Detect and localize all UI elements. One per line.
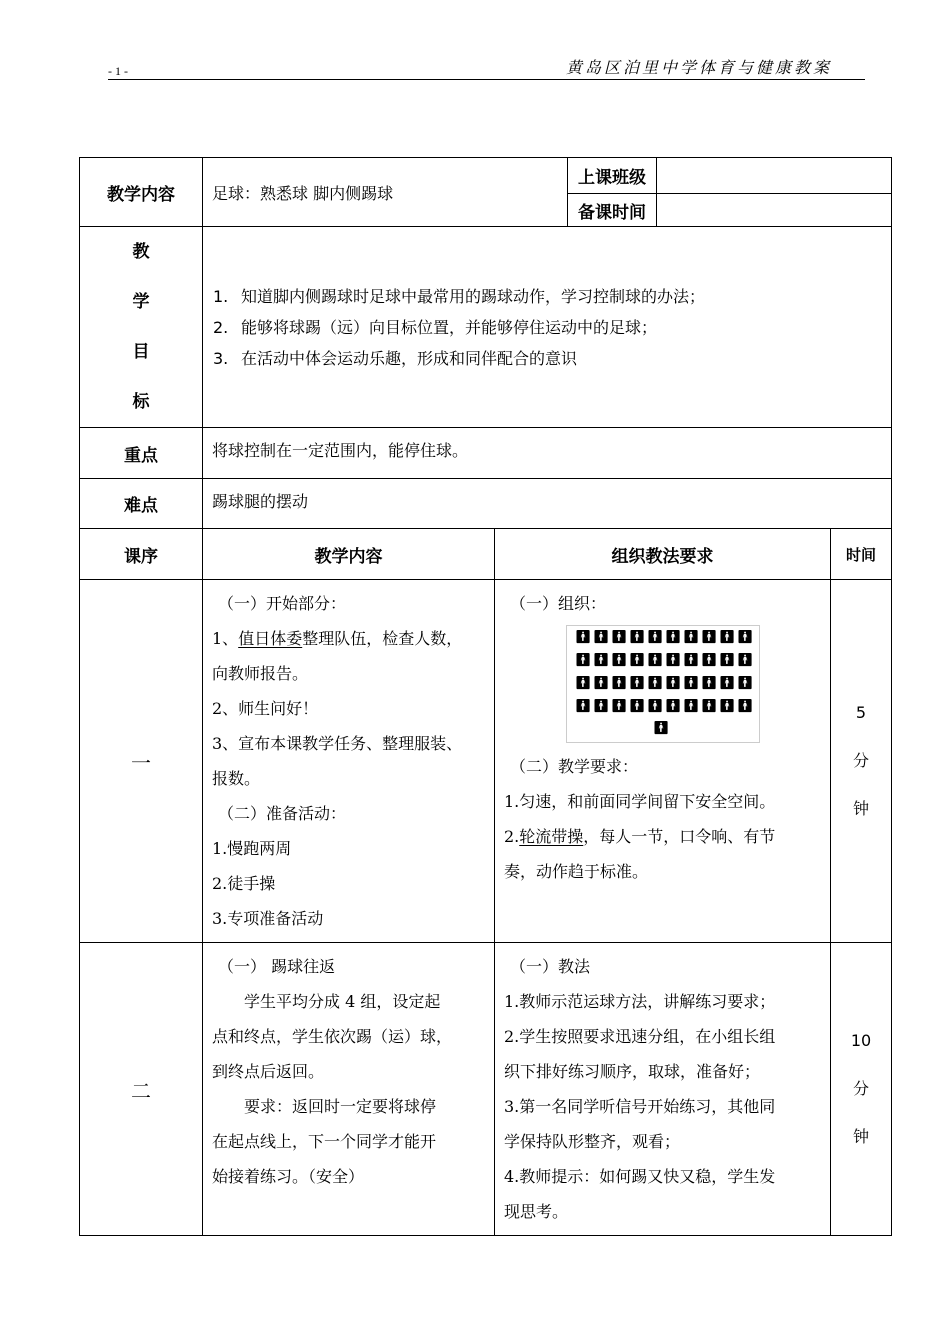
class-value: [657, 158, 892, 194]
part2-org-heading: （一）教法: [510, 957, 591, 976]
part1-prep-item: 1.慢跑两周: [212, 839, 292, 858]
part2-method: 3.第一名同学听信号开始练习，其他同: [504, 1097, 776, 1116]
formation-diagram: [566, 625, 760, 743]
student-figure-icon: 🚹︎: [719, 676, 736, 691]
student-figure-icon: 🚹︎: [683, 699, 700, 714]
objectives-label-char: 标: [132, 392, 150, 412]
part2-method-cont: 学保持队形整齐，观看；: [504, 1132, 681, 1151]
part1-item: 1、值日体委整理队伍，检查人数，: [212, 629, 463, 648]
teacher-figure-icon: 🚹︎: [653, 721, 670, 736]
part2-method: 4.教师提示：如何踢又快又稳，学生发: [504, 1167, 776, 1186]
part2-time-value: 10: [850, 1031, 872, 1050]
student-figure-icon: 🚹︎: [629, 699, 646, 714]
column-header-content: 教学内容: [203, 529, 495, 580]
key-point-label: 重点: [80, 428, 203, 479]
student-figure-icon: 🚹︎: [737, 676, 754, 691]
header-rule: [108, 79, 865, 80]
prep-time-value: [657, 194, 892, 227]
part2-time-unit: 钟: [852, 1127, 869, 1146]
part2-method-cont: 织下排好练习顺序，取球，准备好；: [504, 1062, 761, 1081]
formation-row: [567, 627, 759, 649]
student-figure-icon: 🚹︎: [647, 676, 664, 691]
student-figure-icon: 🚹︎: [593, 699, 610, 714]
student-figure-icon: 🚹︎: [647, 699, 664, 714]
part1-item: 2、师生问好！: [212, 699, 319, 718]
content-value: 足球：熟悉球 脚内侧踢球: [203, 158, 568, 227]
part1-requirement: 1.匀速，和前面同学间留下安全空间。: [504, 792, 776, 811]
student-figure-icon: 🚹︎: [575, 630, 592, 645]
student-figure-icon: 🚹︎: [683, 630, 700, 645]
part2-paragraph-cont: 在起点线上，下一个同学才能开: [212, 1132, 437, 1151]
part2-content: [203, 943, 495, 1236]
student-figure-icon: 🚹︎: [701, 630, 718, 645]
objectives-label: [80, 227, 203, 428]
objectives-label-char: 目: [132, 342, 150, 362]
class-label: 上课班级: [568, 158, 657, 194]
student-figure-icon: 🚹︎: [629, 653, 646, 668]
part1-prep-item: 2.徒手操: [212, 874, 276, 893]
student-figure-icon: 🚹︎: [737, 630, 754, 645]
part1-time: [831, 580, 892, 943]
part2-sub-heading: （一） 踢球往返: [218, 957, 336, 976]
part1-time-value: 5: [855, 703, 867, 722]
student-figure-icon: 🚹︎: [701, 676, 718, 691]
column-header-time: 时间: [831, 529, 892, 580]
part2-method: 1.教师示范运球方法，讲解练习要求；: [504, 992, 776, 1011]
part2-organization: [495, 943, 831, 1236]
student-figure-icon: 🚹︎: [719, 699, 736, 714]
part1-org-heading: （二）教学要求：: [510, 757, 639, 776]
student-figure-icon: 🚹︎: [629, 676, 646, 691]
formation-row: [567, 696, 759, 718]
key-point-text: 将球控制在一定范围内，能停住球。: [203, 428, 892, 479]
student-figure-icon: 🚹︎: [701, 653, 718, 668]
part1-sub-heading: （一）开始部分：: [218, 594, 347, 613]
student-figure-icon: 🚹︎: [575, 699, 592, 714]
column-header-organization: 组织教法要求: [495, 529, 831, 580]
objective-item: 1. 知道脚内侧踢球时足球中最常用的踢球动作，学习控制球的办法；: [213, 286, 706, 306]
student-figure-icon: 🚹︎: [737, 699, 754, 714]
part2-paragraph: 学生平均分成 4 组，设定起: [244, 992, 441, 1011]
student-figure-icon: 🚹︎: [611, 699, 628, 714]
student-figure-icon: 🚹︎: [593, 653, 610, 668]
student-figure-icon: 🚹︎: [665, 676, 682, 691]
student-figure-icon: 🚹︎: [629, 630, 646, 645]
student-figure-icon: 🚹︎: [593, 676, 610, 691]
student-figure-icon: 🚹︎: [611, 676, 628, 691]
content-label: 教学内容: [80, 158, 203, 227]
student-figure-icon: 🚹︎: [683, 676, 700, 691]
part1-item-cont: 向教师报告。: [212, 664, 309, 683]
part1-content: [203, 580, 495, 943]
column-header-sequence: 课序: [80, 529, 203, 580]
student-figure-icon: 🚹︎: [593, 630, 610, 645]
part2-paragraph: 要求：返回时一定要将球停: [244, 1097, 437, 1116]
lesson-plan-table: [79, 157, 892, 1236]
objectives-label-char: 学: [132, 292, 150, 312]
part2-paragraph-cont: 到终点后返回。: [212, 1062, 325, 1081]
page-number: - 1 -: [108, 64, 128, 78]
part1-organization: [495, 580, 831, 943]
part2-paragraph-cont: 点和终点，学生依次踢（运）球，: [212, 1027, 453, 1046]
part2-time: [831, 943, 892, 1236]
objective-item: 2. 能够将球踢（远）向目标位置，并能够停住运动中的足球；: [213, 317, 658, 337]
student-figure-icon: 🚹︎: [611, 630, 628, 645]
student-figure-icon: 🚹︎: [575, 653, 592, 668]
part1-time-unit: 钟: [852, 799, 869, 818]
objectives-list: [203, 227, 892, 428]
student-figure-icon: 🚹︎: [647, 630, 664, 645]
difficulty-text: 踢球腿的摆动: [203, 479, 892, 529]
part1-sequence: 一: [80, 580, 203, 943]
part2-paragraph-cont: 始接着练习。（安全）: [212, 1167, 365, 1186]
difficulty-label: 难点: [80, 479, 203, 529]
student-figure-icon: 🚹︎: [719, 630, 736, 645]
student-figure-icon: 🚹︎: [665, 630, 682, 645]
formation-row: [567, 650, 759, 672]
student-figure-icon: 🚹︎: [719, 653, 736, 668]
student-figure-icon: 🚹︎: [611, 653, 628, 668]
student-figure-icon: 🚹︎: [575, 676, 592, 691]
part1-requirement-cont: 奏，动作趋于标准。: [504, 862, 649, 881]
part2-time-unit: 分: [852, 1079, 869, 1098]
student-figure-icon: 🚹︎: [665, 699, 682, 714]
student-figure-icon: 🚹︎: [737, 653, 754, 668]
formation-row: [567, 673, 759, 695]
part1-org-heading: （一）组织：: [510, 594, 607, 613]
student-figure-icon: 🚹︎: [701, 699, 718, 714]
part1-requirement: 2.轮流带操，每人一节，口令响、有节: [504, 827, 776, 846]
student-figure-icon: 🚹︎: [647, 653, 664, 668]
part1-prep-item: 3.专项准备活动: [212, 909, 324, 928]
part2-sequence: 二: [80, 943, 203, 1236]
part1-time-unit: 分: [852, 751, 869, 770]
school-header-title: 黄岛区泊里中学体育与健康教案: [565, 58, 832, 77]
part2-method-cont: 现思考。: [504, 1202, 569, 1221]
student-figure-icon: 🚹︎: [665, 653, 682, 668]
part1-sub-heading: （二）准备活动：: [218, 804, 347, 823]
objective-item: 3. 在活动中体会运动乐趣，形成和同伴配合的意识: [213, 348, 578, 368]
objectives-label-char: 教: [132, 242, 150, 262]
part1-item: 3、宣布本课教学任务、整理服装、: [212, 734, 463, 753]
prep-time-label: 备课时间: [568, 194, 657, 227]
part2-method: 2.学生按照要求迅速分组，在小组长组: [504, 1027, 776, 1046]
student-figure-icon: 🚹︎: [683, 653, 700, 668]
part1-item-cont: 报数。: [212, 769, 261, 788]
